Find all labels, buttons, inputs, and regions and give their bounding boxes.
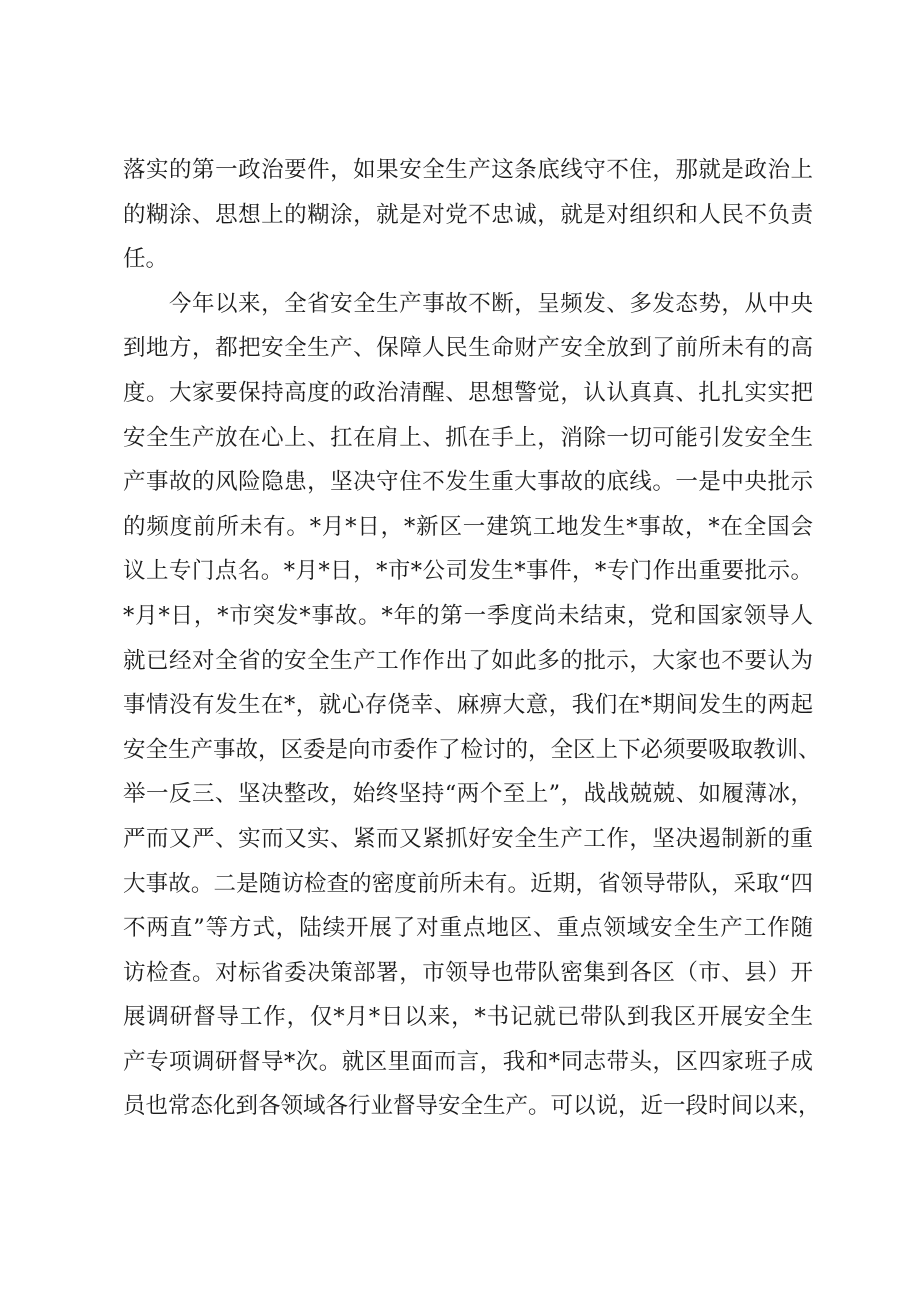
text-line: 到地方，都把安全生产、保障人民生命财产安全放到了前所未有的高 [123, 335, 813, 362]
text-line: 举一反三、坚决整改，始终坚持“两个至上”，战战兢兢、如履薄冰， [123, 781, 813, 808]
text-line: 员也常态化到各领域各行业督导安全生产。可以说，近一段时间以来， [123, 1093, 821, 1120]
text-line: 产事故的风险隐患，坚决守住不发生重大事故的底线。一是中央批示 [123, 469, 813, 496]
text-line: 事情没有发生在*，就心存侥幸、麻痹大意，我们在*期间发生的两起 [123, 692, 813, 719]
text-line: 任。 [123, 246, 169, 273]
text-line: *月*日，*市突发*事故。*年的第一季度尚未结束，党和国家领导人 [123, 602, 813, 629]
text-line: 议上专门点名。*月*日，*市*公司发生*事件，*专门作出重要批示。 [123, 558, 813, 585]
text-line: 的频度前所未有。*月*日，*新区一建筑工地发生*事故，*在全国会 [123, 513, 813, 540]
text-line: 度。大家要保持高度的政治清醒、思想警觉，认认真真、扎扎实实把 [123, 379, 813, 406]
text-line: 访检查。对标省委决策部署，市领导也带队密集到各区（市、县）开 [123, 959, 813, 986]
text-line: 落实的第一政治要件，如果安全生产这条底线守不住，那就是政治上 [123, 157, 813, 183]
text-line: 不两直”等方式，陆续开展了对重点地区、重点领域安全生产工作随 [123, 915, 813, 942]
text-line: 展调研督导工作，仅*月*日以来，*书记就已带队到我区开展安全生 [123, 1004, 813, 1031]
text-line: 安全生产事故，区委是向市委作了检讨的，全区上下必须要吸取教训、 [123, 736, 821, 763]
text-line: 就已经对全省的安全生产工作作出了如此多的批示，大家也不要认为 [123, 647, 813, 674]
text-line: 的糊涂、思想上的糊涂，就是对党不忠诚，就是对组织和人民不负责 [123, 201, 813, 228]
body-text [123, 148, 821, 1129]
paragraph-first-line: 今年以来，全省安全生产事故不断，呈频发、多发态势，从中央 [169, 290, 813, 317]
text-line: 产专项调研督导*次。就区里面而言，我和*同志带头，区四家班子成 [123, 1048, 813, 1075]
text-line: 安全生产放在心上、扛在肩上、抓在手上，消除一切可能引发安全生 [123, 424, 813, 451]
text-line: 大事故。二是随访检查的密度前所未有。近期，省领导带队，采取“四 [123, 870, 813, 897]
text-line: 严而又严、实而又实、紧而又紧抓好安全生产工作，坚决遏制新的重 [123, 825, 813, 852]
